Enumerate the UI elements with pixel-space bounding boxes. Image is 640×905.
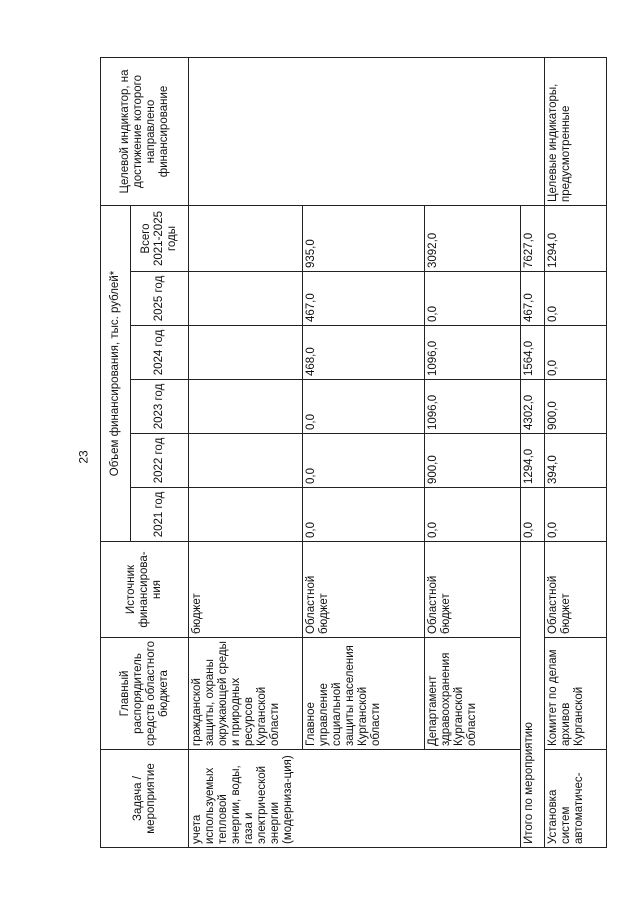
cell-value: 1096,0 bbox=[425, 326, 521, 380]
cell-value: 900,0 bbox=[545, 380, 607, 434]
header-year-total: Всего 2021-2025 годы bbox=[131, 205, 189, 271]
cell-value: 0,0 bbox=[545, 488, 607, 542]
cell-value bbox=[189, 488, 303, 542]
cell-value bbox=[189, 326, 303, 380]
cell-value: 467,0 bbox=[303, 272, 425, 326]
header-task: Задача / мероприятие bbox=[101, 750, 189, 848]
cell-value: 0,0 bbox=[425, 272, 521, 326]
cell-value bbox=[189, 205, 303, 271]
header-year: 2021 год bbox=[131, 488, 189, 542]
cell-value: 3092,0 bbox=[425, 205, 521, 271]
header-year: 2023 год bbox=[131, 380, 189, 434]
total-value: 1564,0 bbox=[521, 326, 545, 380]
page-number: 23 bbox=[76, 450, 91, 464]
cell-source: Областной бюджет bbox=[303, 542, 425, 638]
cell-value bbox=[189, 380, 303, 434]
cell-task: Установка систем автоматичес- bbox=[545, 750, 607, 848]
cell-task: учета используемых тепловой энергии, воды, газа и электрической энергии (модерниза-ция) bbox=[189, 750, 521, 848]
cell-indicator bbox=[189, 57, 545, 205]
table-row bbox=[545, 57, 607, 847]
cell-value: 900,0 bbox=[425, 434, 521, 488]
cell-value: 0,0 bbox=[303, 488, 425, 542]
cell-value: 0,0 bbox=[545, 326, 607, 380]
total-value: 467,0 bbox=[521, 272, 545, 326]
cell-value bbox=[189, 272, 303, 326]
cell-manager: гражданской защиты, охраны окружающей среды и природных ресурсов Курганской области bbox=[189, 638, 303, 750]
total-label: Итого по мероприятию bbox=[521, 542, 545, 848]
total-value: 1294,0 bbox=[521, 434, 545, 488]
header-volume: Объем финансирования, тыс. рублей* bbox=[101, 205, 131, 541]
header-indicator: Целевой индикатор, на достижение которого направлено финансирование bbox=[101, 57, 189, 205]
table-row bbox=[189, 57, 303, 847]
cell-value: 1294,0 bbox=[545, 205, 607, 271]
cell-source: Областной бюджет bbox=[545, 542, 607, 638]
cell-value: 394,0 bbox=[545, 434, 607, 488]
cell-value: 935,0 bbox=[303, 205, 425, 271]
cell-source: бюджет bbox=[189, 542, 303, 638]
cell-value: 0,0 bbox=[425, 488, 521, 542]
cell-value: 0,0 bbox=[303, 434, 425, 488]
cell-manager: Главное управление социальной защиты населения Курганской области bbox=[303, 638, 425, 750]
rotated-table-sheet bbox=[100, 58, 606, 848]
header-year: 2025 год bbox=[131, 272, 189, 326]
cell-manager: Департамент здравоохранения Курганской области bbox=[425, 638, 521, 750]
cell-value: 1096,0 bbox=[425, 380, 521, 434]
total-value: 0,0 bbox=[521, 488, 545, 542]
cell-value bbox=[189, 434, 303, 488]
cell-value: 0,0 bbox=[545, 272, 607, 326]
header-year: 2024 год bbox=[131, 326, 189, 380]
cell-source: Областной бюджет bbox=[425, 542, 521, 638]
header-manager: Главный распорядитель средств областного бюджета bbox=[101, 638, 189, 750]
funding-table bbox=[100, 57, 607, 848]
header-source: Источник финансирова-ния bbox=[101, 542, 189, 638]
cell-value: 468,0 bbox=[303, 326, 425, 380]
cell-manager: Комитет по делам архивов Курганской bbox=[545, 638, 607, 750]
total-value: 7627,0 bbox=[521, 205, 545, 271]
header-year: 2022 год bbox=[131, 434, 189, 488]
cell-indicator: Целевые индикаторы, предусмотренные bbox=[545, 57, 607, 205]
cell-value: 0,0 bbox=[303, 380, 425, 434]
total-value: 4302,0 bbox=[521, 380, 545, 434]
